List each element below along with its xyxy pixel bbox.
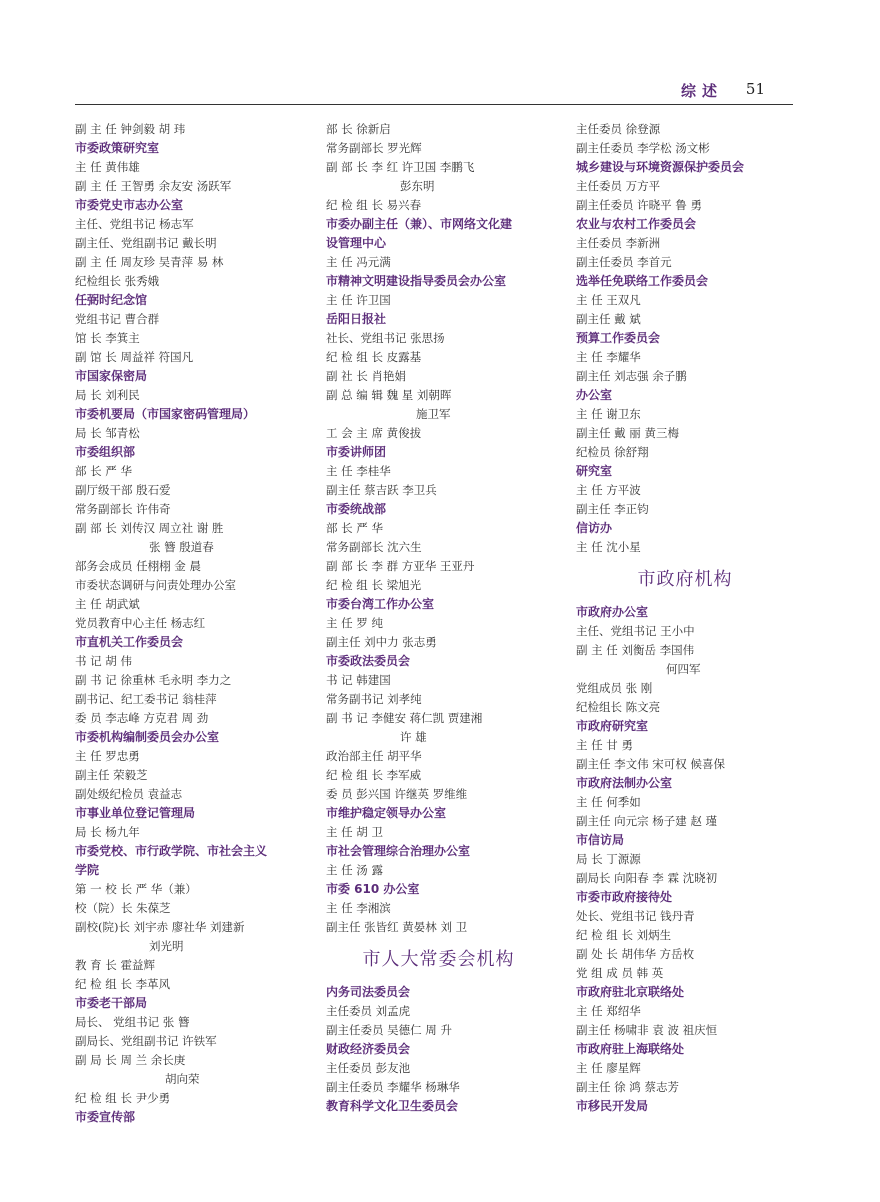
entry-line: 主 任 李桂华: [326, 464, 391, 478]
org-heading: 市委机要局（市国家密码管理局）: [75, 407, 256, 421]
entry-line: 纪检员 徐舒翔: [576, 445, 649, 459]
entry-line: 党组成员 张 刚: [576, 681, 653, 695]
entry-line: 副主任 戴 斌: [576, 312, 641, 326]
entry-line: 主 任 罗 纯: [326, 616, 383, 630]
entry-line: 主任委员 徐登源: [576, 122, 661, 136]
entry-line: 书 记 胡 伟: [75, 654, 132, 668]
section-title: 综述: [680, 82, 723, 100]
entry-line: 副主任 李文伟 宋可权 候喜保: [576, 757, 725, 771]
entry-line: 副主任 荣毅芝: [75, 768, 148, 782]
org-heading: 市委政法委员会: [326, 654, 411, 668]
entry-line: 纪 检 组 长 刘炳生: [576, 928, 672, 942]
entry-line: 主 任 汤 露: [326, 863, 383, 877]
entry-line: 副 主 任 周友珍 吴青萍 易 林: [75, 255, 224, 269]
org-heading: 市委老干部局: [75, 996, 148, 1010]
org-heading: 市社会管理综合治理办公室: [326, 844, 471, 858]
org-heading: 市精神文明建设指导委员会办公室: [326, 274, 507, 288]
entry-line: 主 任 郑绍华: [576, 1004, 641, 1018]
org-heading: 办公室: [576, 388, 613, 402]
entry-line: 部 长 严 华: [326, 521, 383, 535]
entry-line: 政治部主任 胡平华: [326, 749, 422, 763]
entry-line: 部 长 严 华: [75, 464, 132, 478]
org-heading: 市移民开发局: [576, 1099, 649, 1113]
entry-line: 副 部 长 李 红 许卫国 李鹏飞: [326, 160, 475, 174]
entry-line: 副书记、纪工委书记 翁桂萍: [75, 692, 217, 706]
org-heading: 财政经济委员会: [326, 1042, 411, 1056]
entry-line: 主 任 李湘滨: [326, 901, 391, 915]
entry-line: 市委状态调研与问责处理办公室: [75, 578, 236, 592]
org-heading: 市委党史市志办公室: [75, 198, 184, 212]
entry-line: 主 任 许卫国: [326, 293, 391, 307]
entry-line: 主 任 甘 勇: [576, 738, 633, 752]
header-rule: [75, 104, 793, 105]
entry-line: 副校(院)长 刘宇赤 廖社华 刘建新: [75, 920, 245, 934]
entry-line: 副 局 长 周 兰 余长庚: [75, 1053, 186, 1067]
entry-line: 党 组 成 员 韩 英: [576, 966, 664, 980]
entry-line: 彭东明: [400, 179, 435, 193]
entry-line: 主 任 沈小星: [576, 540, 641, 554]
org-heading: 市政府驻上海联络处: [576, 1042, 685, 1056]
entry-line: 副主任委员 李耀华 杨琳华: [326, 1080, 460, 1094]
entry-line: 主 任 胡武斌: [75, 597, 140, 611]
page-number: 51: [745, 80, 765, 98]
entry-line: 副主任委员 许晓平 鲁 勇: [576, 198, 702, 212]
org-heading: 市直机关工作委员会: [75, 635, 184, 649]
entry-line: 副 主 任 刘衡岳 李国伟: [576, 643, 695, 657]
page-header: [75, 80, 793, 102]
entry-line: 主任委员 刘孟虎: [326, 1004, 411, 1018]
entry-line: 副处级纪检员 袁益志: [75, 787, 183, 801]
org-heading: 预算工作委员会: [576, 331, 661, 345]
entry-line: 社长、党组书记 张思扬: [326, 331, 445, 345]
entry-line: 副主任 李正钧: [576, 502, 649, 516]
org-heading: 市政府驻北京联络处: [576, 985, 685, 999]
section-heading: 市人大常委会机构: [362, 949, 515, 970]
entry-line: 局 长 杨九年: [75, 825, 140, 839]
entry-line: 副 社 长 肖艳娟: [326, 369, 406, 383]
org-heading: 城乡建设与环境资源保护委员会: [576, 160, 745, 174]
org-heading: 市委党校、市行政学院、市社会主义: [75, 844, 268, 858]
entry-line: 副 书 记 徐重林 毛永明 李力之: [75, 673, 232, 687]
org-heading: 选举任免联络工作委员会: [576, 274, 709, 288]
org-heading: 农业与农村工作委员会: [576, 217, 697, 231]
section-heading: 市政府机构: [637, 569, 733, 590]
org-heading: 市委讲师团: [326, 445, 387, 459]
entry-line: 施卫军: [416, 407, 451, 421]
entry-line: 副主任、党组副书记 戴长明: [75, 236, 217, 250]
entry-line: 张 簪 殷道春: [149, 540, 214, 554]
entry-line: 纪检组长 陈文亮: [576, 700, 661, 714]
entry-line: 主 任 罗忠勇: [75, 749, 140, 763]
org-heading: 市维护稳定领导办公室: [326, 806, 447, 820]
entry-line: 主任委员 李新洲: [576, 236, 661, 250]
org-heading: 内务司法委员会: [326, 985, 411, 999]
entry-line: 主 任 胡 卫: [326, 825, 383, 839]
entry-line: 刘光明: [149, 939, 184, 953]
entry-line: 馆 长 李箕主: [75, 331, 140, 345]
org-heading: 市政府法制办公室: [576, 776, 673, 790]
org-heading: 市委机构编制委员会办公室: [75, 730, 220, 744]
entry-line: 副 主 任 王智勇 余友安 汤跃军: [75, 179, 232, 193]
entry-line: 纪 检 组 长 李军威: [326, 768, 422, 782]
entry-line: 部 长 徐新启: [326, 122, 391, 136]
entry-line: 副主任 徐 鸿 蔡志芳: [576, 1080, 679, 1094]
entry-line: 局 长 邹青松: [75, 426, 140, 440]
column-1: [75, 120, 300, 1127]
entry-line: 副 总 编 辑 魏 星 刘朝晖: [326, 388, 452, 402]
entry-line: 委 员 彭兴国 许继英 罗维维: [326, 787, 468, 801]
entry-line: 局 长 丁源源: [576, 852, 641, 866]
org-heading: 市事业单位登记管理局: [75, 806, 196, 820]
entry-line: 何四军: [666, 662, 701, 676]
entry-line: 党员教育中心主任 杨志红: [75, 616, 206, 630]
entry-line: 主任委员 彭友池: [326, 1061, 411, 1075]
entry-line: 纪 检 组 长 尹少勇: [75, 1091, 171, 1105]
entry-line: 副主任委员 李首元: [576, 255, 672, 269]
entry-line: 部务会成员 任栩栩 金 晨: [75, 559, 201, 573]
entry-line: 副 主 任 钟剑毅 胡 玮: [75, 122, 186, 136]
entry-line: 主 任 王双凡: [576, 293, 641, 307]
entry-line: 纪 检 组 长 皮露基: [326, 350, 422, 364]
entry-line: 主 任 冯元满: [326, 255, 391, 269]
entry-line: 主任、党组书记 王小中: [576, 624, 695, 638]
org-heading: 市信访局: [576, 833, 625, 847]
entry-line: 副 处 长 胡伟华 方岳枚: [576, 947, 695, 961]
entry-line: 主 任 谢卫东: [576, 407, 641, 421]
org-heading: 市政府办公室: [576, 605, 649, 619]
org-heading: 市委市政府接待处: [576, 890, 673, 904]
entry-line: 主任委员 万方平: [576, 179, 661, 193]
column-3: [576, 120, 794, 1116]
org-heading: 市国家保密局: [75, 369, 148, 383]
entry-line: 常务副部长 罗光辉: [326, 141, 422, 155]
entry-line: 副局长 向阳春 李 霖 沈晓初: [576, 871, 718, 885]
entry-line: 副主任 蔡吉跃 李卫兵: [326, 483, 437, 497]
org-heading: 任弼时纪念馆: [75, 293, 148, 307]
entry-line: 常务副部长 沈六生: [326, 540, 422, 554]
entry-line: 常务副书记 刘孝纯: [326, 692, 422, 706]
entry-line: 委 员 李志峰 方克君 周 劲: [75, 711, 209, 725]
entry-line: 纪检组长 张秀娥: [75, 274, 160, 288]
entry-line: 副 部 长 刘传汉 周立社 谢 胜: [75, 521, 224, 535]
entry-line: 副主任 戴 丽 黄三梅: [576, 426, 679, 440]
entry-line: 局长、 党组书记 张 簪: [75, 1015, 190, 1029]
entry-line: 主 任 廖星辉: [576, 1061, 641, 1075]
org-heading: 学院: [75, 863, 100, 877]
entry-line: 纪 检 组 长 易兴春: [326, 198, 422, 212]
org-heading: 市委宣传部: [75, 1110, 136, 1124]
entry-line: 副主任 刘志强 余子鹏: [576, 369, 687, 383]
org-heading: 市委组织部: [75, 445, 136, 459]
entry-line: 处长、党组书记 钱丹青: [576, 909, 695, 923]
entry-line: 主 任 黄伟雄: [75, 160, 140, 174]
column-2: [326, 120, 551, 1116]
org-heading: 市委台湾工作办公室: [326, 597, 435, 611]
entry-line: 纪 检 组 长 梁旭光: [326, 578, 422, 592]
org-heading: 教育科学文化卫生委员会: [326, 1099, 459, 1113]
entry-line: 局 长 刘利民: [75, 388, 140, 402]
org-heading: 岳阳日报社: [326, 312, 387, 326]
entry-line: 主任、党组书记 杨志军: [75, 217, 194, 231]
entry-line: 主 任 何季如: [576, 795, 641, 809]
org-heading: 市委 610 办公室: [326, 882, 420, 896]
entry-line: 副主任 张皆红 黄晏林 刘 卫: [326, 920, 468, 934]
org-heading: 市政府研究室: [576, 719, 649, 733]
entry-line: 副主任 刘中力 张志勇: [326, 635, 437, 649]
entry-line: 副 馆 长 周益祥 符国凡: [75, 350, 194, 364]
org-heading: 市委办副主任（兼）、市网络文化建: [326, 217, 513, 231]
entry-line: 副 部 长 李 群 方亚华 王亚丹: [326, 559, 475, 573]
entry-line: 副主任委员 李学松 汤文彬: [576, 141, 710, 155]
entry-line: 胡向荣: [165, 1072, 200, 1086]
entry-line: 副主任委员 吴德仁 周 升: [326, 1023, 452, 1037]
entry-line: 主 任 李耀华: [576, 350, 641, 364]
entry-line: 校（院）长 朱葆芝: [75, 901, 171, 915]
entry-line: 书 记 韩建国: [326, 673, 391, 687]
entry-line: 许 雄: [400, 730, 427, 744]
entry-line: 副 书 记 李健安 蒋仁凯 贾建湘: [326, 711, 483, 725]
entry-line: 主 任 方平波: [576, 483, 641, 497]
entry-line: 纪 检 组 长 李革风: [75, 977, 171, 991]
entry-line: 副主任 向元宗 杨子建 赵 瑾: [576, 814, 718, 828]
org-heading: 信访办: [576, 521, 613, 535]
entry-line: 第 一 校 长 严 华（兼）: [75, 882, 197, 896]
entry-line: 副厅级干部 殷石爱: [75, 483, 171, 497]
org-heading: 设管理中心: [326, 236, 387, 250]
org-heading: 市委统战部: [326, 502, 387, 516]
entry-line: 教 育 长 霍益辉: [75, 958, 155, 972]
org-heading: 市委政策研究室: [75, 141, 160, 155]
entry-line: 工 会 主 席 黄俊拔: [326, 426, 422, 440]
org-heading: 研究室: [576, 464, 613, 478]
entry-line: 党组书记 曹合群: [75, 312, 160, 326]
entry-line: 常务副部长 许伟奇: [75, 502, 171, 516]
entry-line: 副主任 杨啸非 袁 波 祖庆恒: [576, 1023, 718, 1037]
entry-line: 副局长、党组副书记 许铁军: [75, 1034, 217, 1048]
